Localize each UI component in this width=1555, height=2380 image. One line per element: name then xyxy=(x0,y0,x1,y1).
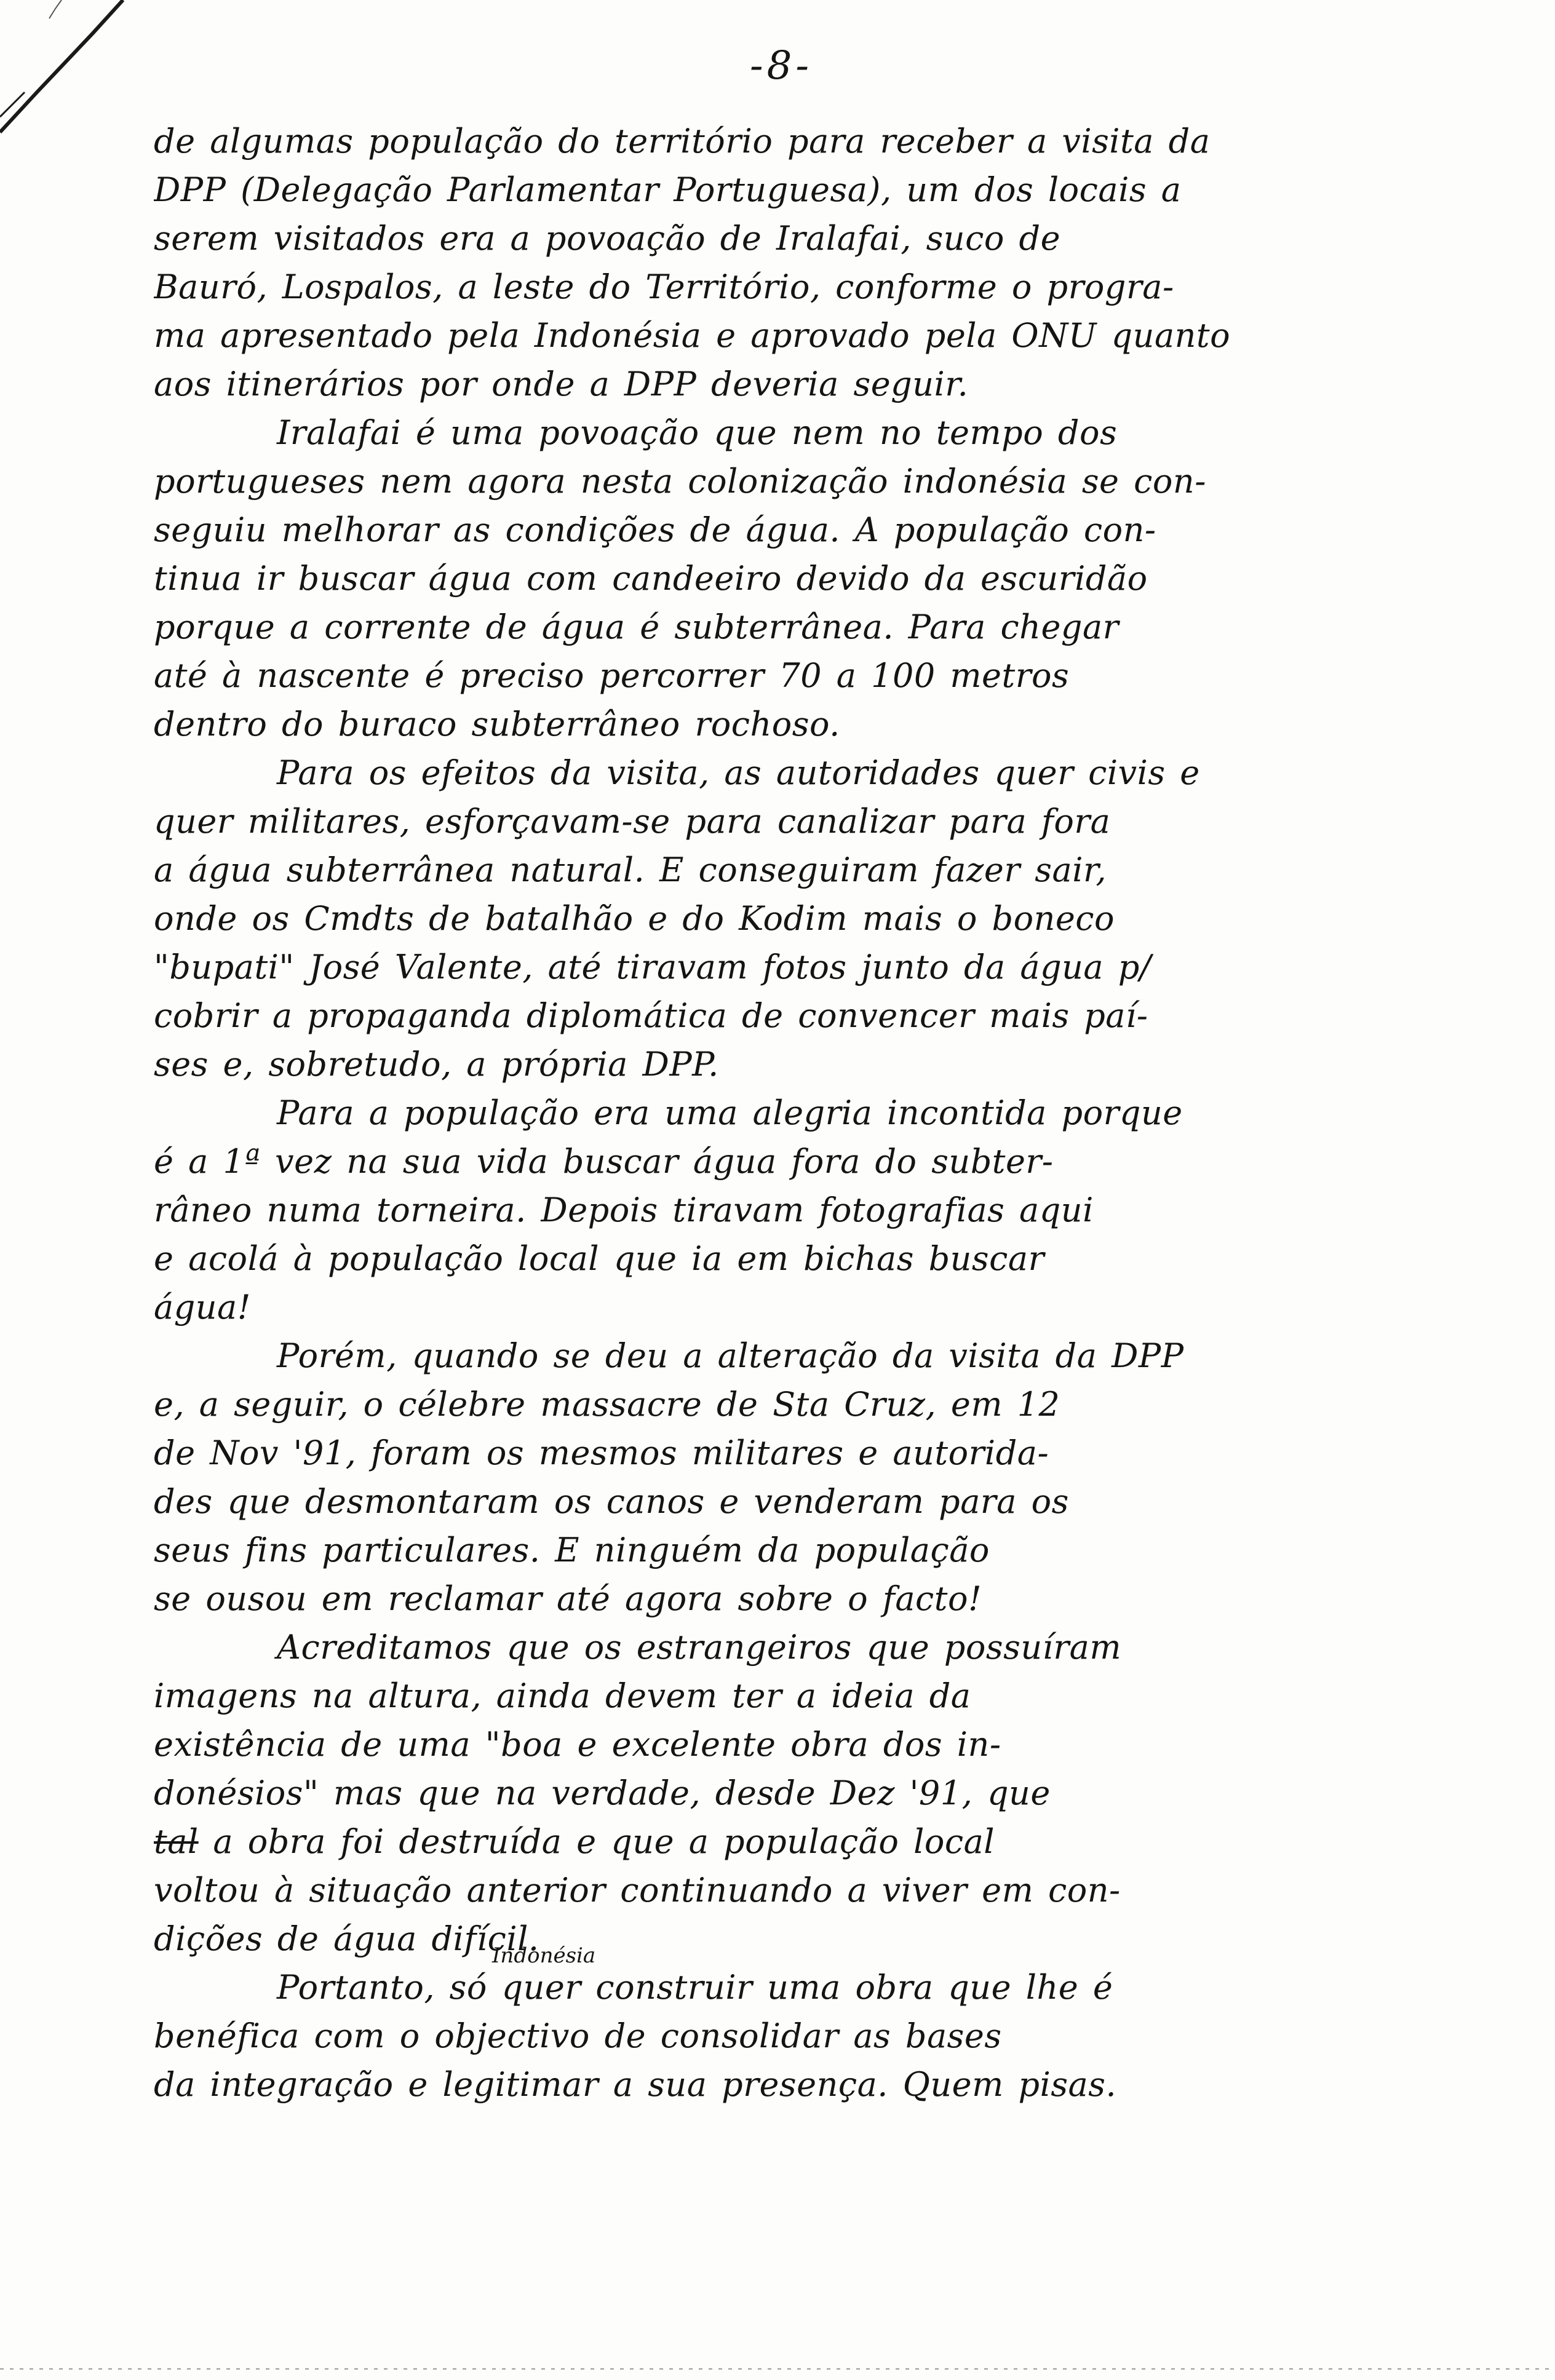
text-line xyxy=(154,214,1476,263)
line-text: água! xyxy=(154,1288,251,1327)
line-text: voltou à situação anterior continuando a viver em con- xyxy=(154,1871,1121,1910)
text-line xyxy=(154,651,1476,700)
text-line xyxy=(154,991,1476,1040)
text-line xyxy=(154,748,1476,797)
text-line xyxy=(154,1866,1476,1914)
text-line xyxy=(154,603,1476,651)
line-text: e acolá à população local que ia em bichas buscar xyxy=(154,1239,1044,1278)
line-text: de Nov '91, foram os mesmos militares e autorida- xyxy=(154,1434,1049,1472)
line-text: Para os efeitos da visita, as autoridades quer civis e xyxy=(277,753,1200,792)
scan-corner-mark xyxy=(0,0,135,141)
text-line xyxy=(154,1477,1476,1526)
text-line xyxy=(154,1672,1476,1720)
line-text: "bupati" José Valente, até tiravam fotos junto da água p/ xyxy=(154,948,1151,986)
line-text: DPP (Delegação Parlamentar Portuguesa), um dos locais a xyxy=(154,170,1182,209)
line-text: onde os Cmdts de batalhão e do Kodim mais o boneco xyxy=(154,899,1115,938)
line-text: imagens na altura, ainda devem ter a ideia da xyxy=(154,1676,971,1715)
text-line xyxy=(154,1963,1476,2012)
line-text: Porém, quando se deu a alteração da visita da DPP xyxy=(277,1336,1184,1375)
text-line xyxy=(154,1234,1476,1283)
text-line xyxy=(154,1769,1476,1817)
line-text: seguiu melhorar as condições de água. A população con- xyxy=(154,510,1156,549)
text-line xyxy=(154,457,1476,506)
line-text: dentro do buraco subterrâneo rochoso. xyxy=(154,705,840,744)
text-line xyxy=(154,1186,1476,1234)
line-text: portugueses nem agora nesta colonização indonésia se con- xyxy=(154,462,1206,501)
line-text: até à nascente é preciso percorrer 70 a 100 metros xyxy=(154,656,1070,695)
line-text: a água subterrânea natural. E conseguiram fazer sair, xyxy=(154,851,1107,889)
line-text: aos itinerários por onde a DPP deveria seguir. xyxy=(154,365,969,403)
text-line xyxy=(154,700,1476,748)
text-line xyxy=(154,506,1476,554)
text-line xyxy=(154,943,1476,991)
handwritten-body xyxy=(154,117,1476,2109)
text-line xyxy=(154,846,1476,894)
text-line xyxy=(154,408,1476,457)
text-line xyxy=(154,2012,1476,2060)
scan-edge-noise xyxy=(0,2337,1555,2380)
text-line xyxy=(154,165,1476,214)
text-line xyxy=(154,1623,1476,1672)
line-text: benéfica com o objectivo de consolidar as bases xyxy=(154,2017,1002,2055)
line-text: Acreditamos que os estrangeiros que possuíram xyxy=(277,1628,1122,1667)
line-text: é a 1ª vez na sua vida buscar água fora do subter- xyxy=(154,1142,1054,1181)
line-text: ses e, sobretudo, a própria DPP. xyxy=(154,1045,719,1084)
line-text: Bauró, Lospalos, a leste do Território, conforme o progra- xyxy=(154,268,1174,306)
text-line xyxy=(154,1089,1476,1137)
line-text: e, a seguir, o célebre massacre de Sta Cruz, em 12 xyxy=(154,1385,1060,1424)
line-text: da integração e legitimar a sua presença. Quem pisas. xyxy=(154,2065,1117,2104)
line-text: existência de uma "boa e excelente obra dos in- xyxy=(154,1725,1001,1764)
text-line xyxy=(154,1283,1476,1331)
line-text: de algumas população do território para receber a visita da xyxy=(154,122,1211,161)
text-line xyxy=(154,1137,1476,1186)
text-line xyxy=(154,1720,1476,1769)
text-line xyxy=(154,554,1476,603)
line-text: donésios" mas que na verdade, desde Dez '91, que xyxy=(154,1774,1051,1812)
text-line xyxy=(154,1526,1476,1574)
line-text: Para a população era uma alegria incontida porque xyxy=(277,1093,1183,1132)
text-line xyxy=(154,1040,1476,1089)
text-line xyxy=(154,894,1476,943)
line-text: dições de água difícil. xyxy=(154,1919,539,1958)
page-number: -8- xyxy=(750,43,813,89)
text-line xyxy=(154,1429,1476,1477)
text-line xyxy=(154,360,1476,408)
text-line xyxy=(154,1380,1476,1429)
struck-word: tal xyxy=(154,1822,199,1861)
line-text: cobrir a propaganda diplomática de convencer mais paí- xyxy=(154,996,1148,1035)
line-text: ma apresentado pela Indonésia e aprovado pela ONU quanto xyxy=(154,316,1231,355)
line-text: a obra foi destruída e que a população local xyxy=(213,1822,995,1861)
text-line xyxy=(154,1574,1476,1623)
line-text: Portanto, só quer construir uma obra que lhe é xyxy=(277,1968,1113,2007)
text-line xyxy=(154,311,1476,360)
line-text: porque a corrente de água é subterrânea. Para chegar xyxy=(154,608,1119,646)
line-text: des que desmontaram os canos e venderam para os xyxy=(154,1482,1069,1521)
text-line xyxy=(154,1331,1476,1380)
text-line xyxy=(154,117,1476,165)
line-text: tinua ir buscar água com candeeiro devido da escuridão xyxy=(154,559,1148,598)
line-text: râneo numa torneira. Depois tiravam fotografias aqui xyxy=(154,1191,1094,1229)
text-line xyxy=(154,1817,1476,1866)
line-text: seus fins particulares. E ninguém da população xyxy=(154,1531,990,1569)
line-text: Iralafai é uma povoação que nem no tempo dos xyxy=(277,413,1118,452)
text-line xyxy=(154,797,1476,846)
line-text: quer militares, esforçavam-se para canalizar para fora xyxy=(154,802,1111,841)
line-text: se ousou em reclamar até agora sobre o facto! xyxy=(154,1579,982,1618)
text-line xyxy=(154,1914,1476,1963)
text-line xyxy=(154,263,1476,311)
line-text: serem visitados era a povoação de Iralafai, suco de xyxy=(154,219,1061,258)
interlinear-insertion: Indonésia xyxy=(492,1943,596,1968)
text-line xyxy=(154,2060,1476,2109)
